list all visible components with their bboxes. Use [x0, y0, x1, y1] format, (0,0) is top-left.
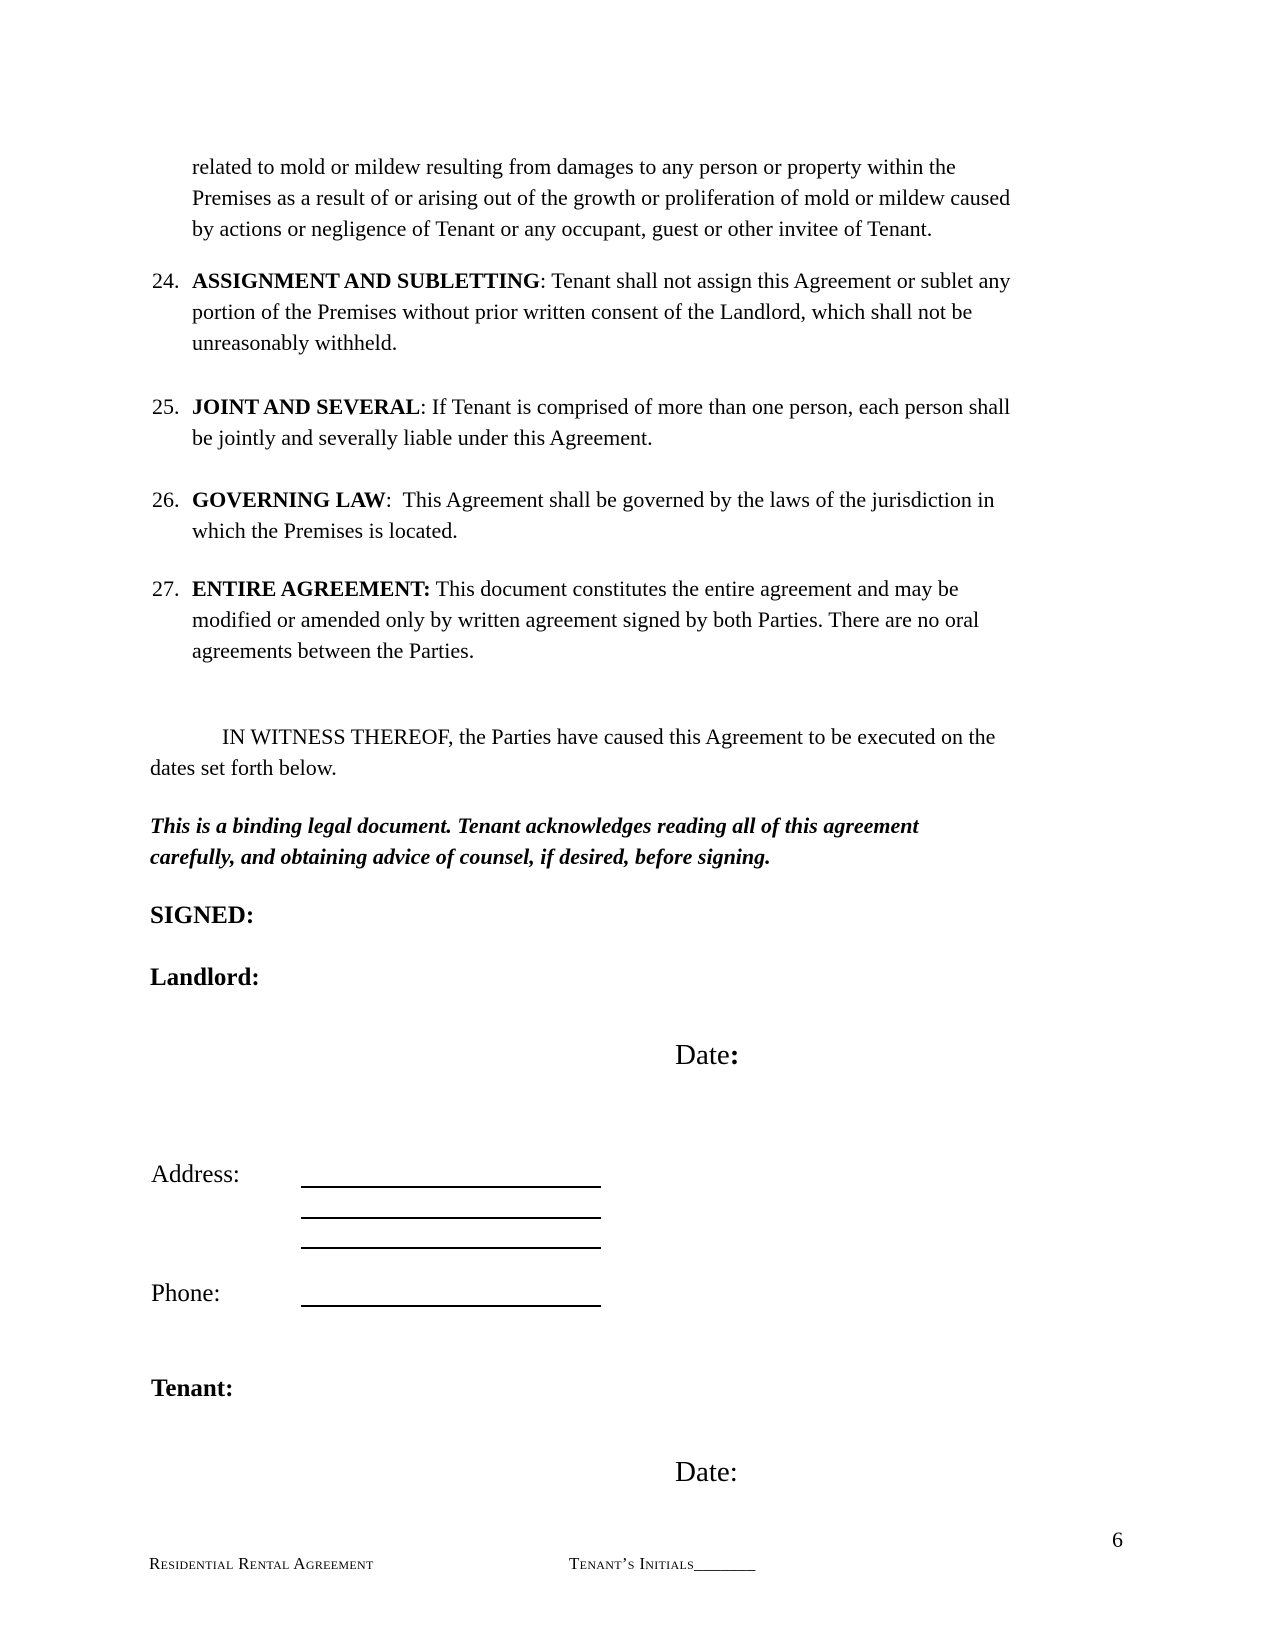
text-line — [150, 752, 995, 783]
text-run: ENTIRE AGREEMENT: — [192, 576, 431, 601]
text-run: unreasonably withheld. — [192, 330, 398, 355]
text-run: which the Premises is located. — [192, 518, 458, 543]
text-run: dates set forth below. — [150, 755, 337, 780]
text-line — [152, 327, 1010, 358]
text-line — [152, 391, 1010, 422]
signed-label: SIGNED: — [150, 902, 255, 929]
page-number: 6 — [1112, 1527, 1123, 1552]
text-run: by actions or negligence of Tenant or any occupant, guest or other invitee of Tenant. — [192, 216, 933, 241]
text-line — [152, 265, 1010, 296]
address-blank-line-2 — [301, 1195, 601, 1219]
clause-number: 27. — [152, 576, 180, 601]
text-run: related to mold or mildew resulting from damages to any person or property within the — [192, 154, 956, 179]
clause-27 — [152, 573, 979, 666]
text-line — [152, 484, 995, 515]
text-run: : If Tenant is comprised of more than one person, each person shall — [420, 394, 1011, 419]
text-run: : Tenant shall not assign this Agreement or sublet any — [540, 268, 1011, 293]
text-run: This document constitutes the entire agreement and may be — [430, 576, 959, 601]
text-line — [192, 151, 1010, 182]
clause-number: 26. — [152, 487, 180, 512]
text-line — [192, 213, 1010, 244]
address-blank-line-3 — [301, 1225, 601, 1249]
landlord-date-colon: : — [729, 1039, 740, 1071]
landlord-date-label: Date — [675, 1039, 730, 1071]
footer-document-title: Residential Rental Agreement — [149, 1554, 374, 1573]
text-line — [152, 296, 1010, 327]
tenant-date-label: Date: — [675, 1456, 738, 1488]
tenant-date — [675, 1456, 738, 1489]
address-label: Address: — [151, 1161, 240, 1188]
text-line — [150, 721, 995, 752]
text-run: IN WITNESS THEREOF, the Parties have caused this Agreement to be executed on the — [222, 724, 996, 749]
tenant-label: Tenant: — [151, 1375, 234, 1402]
tenant-initials-blank: _______ — [694, 1554, 756, 1573]
text-line — [152, 604, 979, 635]
text-run: be jointly and severally liable under this Agreement. — [192, 425, 653, 450]
text-run: carefully, and obtaining advice of counsel, if desired, before signing. — [150, 844, 771, 869]
address-blank-line-1 — [301, 1164, 601, 1188]
tenant-initials — [569, 1554, 756, 1574]
text-run: This is a binding legal document. Tenant acknowledges reading all of this agreement — [150, 813, 919, 838]
text-line — [192, 182, 1010, 213]
landlord-date — [675, 1039, 739, 1072]
phone-blank-line — [301, 1283, 601, 1307]
text-run: agreements between the Parties. — [192, 638, 475, 663]
clause-23-continuation — [192, 151, 1010, 244]
text-line — [152, 635, 979, 666]
text-run: : This Agreement shall be governed by the laws of the jurisdiction in — [385, 487, 995, 512]
phone-label: Phone: — [151, 1280, 221, 1307]
tenant-initials-label: Tenant’s Initials — [569, 1554, 695, 1573]
binding-notice — [150, 810, 919, 872]
clause-number: 25. — [152, 394, 180, 419]
clause-24 — [152, 265, 1010, 358]
text-line — [152, 573, 979, 604]
text-line — [150, 810, 919, 841]
clause-26 — [152, 484, 995, 546]
text-run: JOINT AND SEVERAL — [192, 394, 421, 419]
text-run: portion of the Premises without prior written consent of the Landlord, which shall not be — [192, 299, 973, 324]
text-run: ASSIGNMENT AND SUBLETTING — [192, 268, 541, 293]
text-line — [150, 841, 919, 872]
text-line — [152, 422, 1010, 453]
text-line — [152, 515, 995, 546]
clause-number: 24. — [152, 268, 180, 293]
landlord-label: Landlord: — [150, 964, 260, 991]
clause-25 — [152, 391, 1010, 453]
text-run: GOVERNING LAW — [192, 487, 386, 512]
witness-clause — [150, 721, 995, 783]
text-run: Premises as a result of or arising out of the growth or proliferation of mold or mildew caused — [192, 185, 1011, 210]
text-run: modified or amended only by written agreement signed by both Parties. There are no oral — [192, 607, 980, 632]
